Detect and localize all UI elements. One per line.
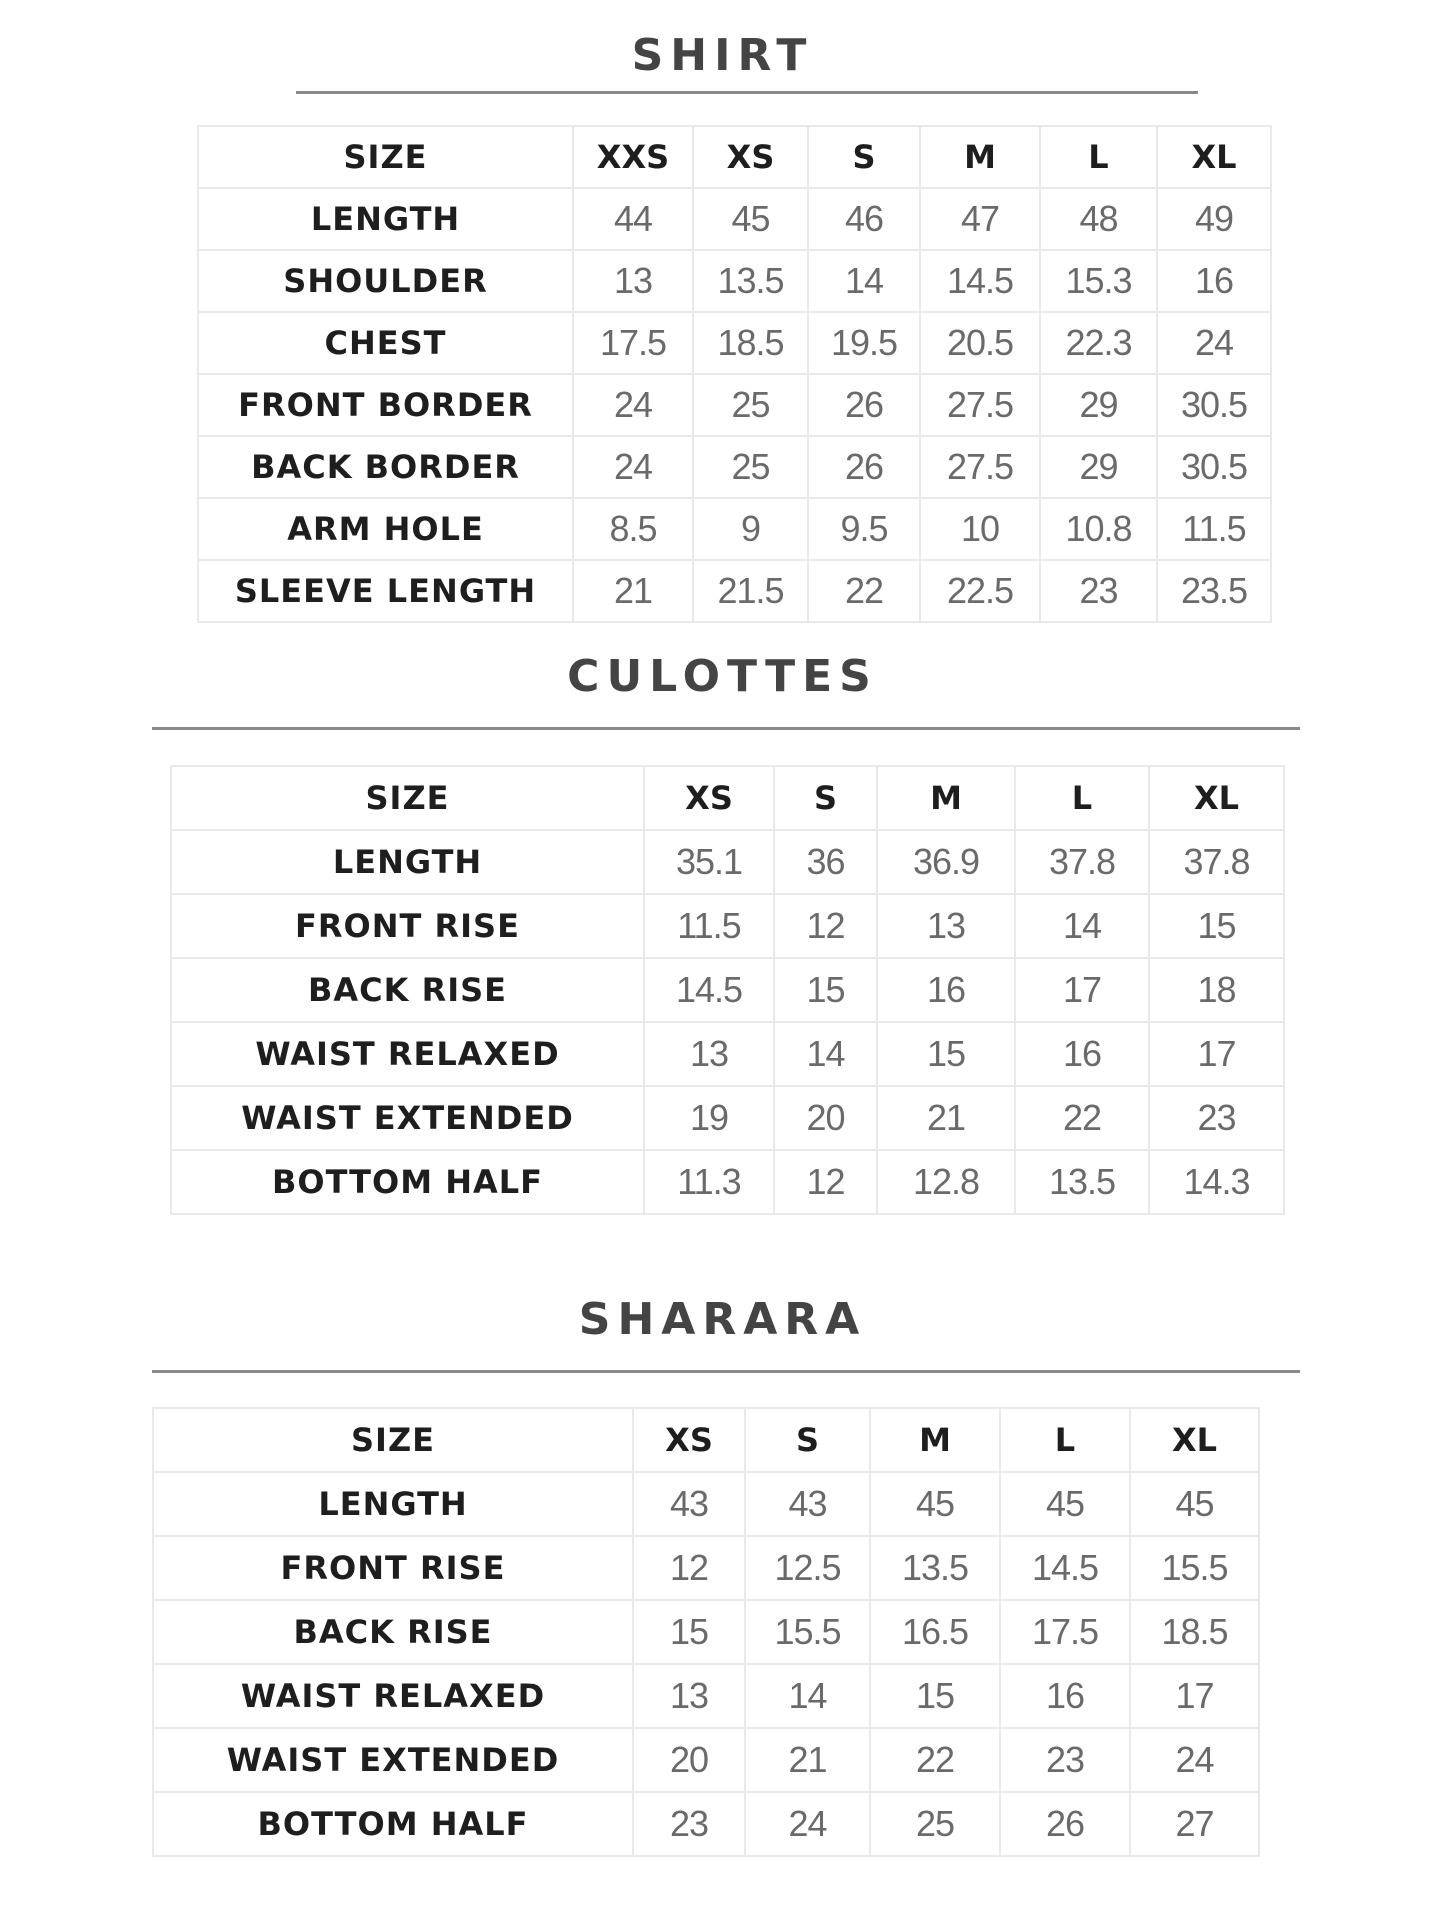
- measurement-value: 22: [1015, 1086, 1149, 1150]
- measurement-value: 20: [633, 1728, 745, 1792]
- table-row: [171, 1022, 1284, 1086]
- measurement-label: CHEST: [198, 312, 573, 374]
- measurement-value: 12.5: [745, 1536, 870, 1600]
- size-column-header: S: [745, 1408, 870, 1472]
- measurement-value: 19: [644, 1086, 774, 1150]
- measurement-value: 23: [633, 1792, 745, 1856]
- measurement-label: BACK RISE: [153, 1600, 633, 1664]
- measurement-value: 24: [745, 1792, 870, 1856]
- size-column-header: XL: [1157, 126, 1271, 188]
- measurement-value: 16: [877, 958, 1015, 1022]
- measurement-value: 14.5: [1000, 1536, 1130, 1600]
- size-column-header: XL: [1149, 766, 1284, 830]
- measurement-label: WAIST EXTENDED: [153, 1728, 633, 1792]
- table-row: [198, 374, 1271, 436]
- shirt-size-table: [197, 125, 1272, 623]
- measurement-value: 15: [1149, 894, 1284, 958]
- size-column-header: L: [1040, 126, 1157, 188]
- size-header: SIZE: [171, 766, 644, 830]
- measurement-value: 18.5: [693, 312, 808, 374]
- measurement-value: 48: [1040, 188, 1157, 250]
- table-row: [198, 436, 1271, 498]
- measurement-value: 25: [693, 436, 808, 498]
- measurement-value: 14: [745, 1664, 870, 1728]
- measurement-value: 17: [1015, 958, 1149, 1022]
- measurement-value: 16: [1015, 1022, 1149, 1086]
- measurement-value: 45: [1130, 1472, 1259, 1536]
- culottes-title: CULOTTES: [567, 651, 878, 702]
- measurement-value: 11.5: [1157, 498, 1271, 560]
- sharara-title: SHARARA: [578, 1294, 867, 1345]
- measurement-value: 35.1: [644, 830, 774, 894]
- measurement-label: FRONT RISE: [153, 1536, 633, 1600]
- measurement-value: 43: [745, 1472, 870, 1536]
- measurement-value: 16.5: [870, 1600, 1000, 1664]
- measurement-value: 15: [633, 1600, 745, 1664]
- size-column-header: XS: [644, 766, 774, 830]
- measurement-value: 37.8: [1015, 830, 1149, 894]
- measurement-value: 18.5: [1130, 1600, 1259, 1664]
- measurement-value: 13: [877, 894, 1015, 958]
- measurement-value: 14: [774, 1022, 877, 1086]
- table-row: [198, 498, 1271, 560]
- measurement-value: 14.3: [1149, 1150, 1284, 1214]
- measurement-value: 18: [1149, 958, 1284, 1022]
- culottes-size-table: [170, 765, 1285, 1215]
- measurement-value: 15: [774, 958, 877, 1022]
- sharara-size-table: [152, 1407, 1260, 1857]
- measurement-value: 26: [808, 436, 920, 498]
- table-header-row: [153, 1408, 1259, 1472]
- measurement-label: BACK BORDER: [198, 436, 573, 498]
- measurement-value: 13.5: [870, 1536, 1000, 1600]
- measurement-label: FRONT RISE: [171, 894, 644, 958]
- measurement-value: 17: [1130, 1664, 1259, 1728]
- measurement-value: 25: [693, 374, 808, 436]
- measurement-value: 12: [774, 894, 877, 958]
- measurement-value: 20.5: [920, 312, 1040, 374]
- measurement-value: 49: [1157, 188, 1271, 250]
- size-column-header: L: [1000, 1408, 1130, 1472]
- measurement-value: 14.5: [920, 250, 1040, 312]
- measurement-value: 15.3: [1040, 250, 1157, 312]
- measurement-value: 17.5: [1000, 1600, 1130, 1664]
- table-row: [171, 1150, 1284, 1214]
- measurement-label: LENGTH: [171, 830, 644, 894]
- measurement-value: 29: [1040, 436, 1157, 498]
- measurement-value: 21.5: [693, 560, 808, 622]
- measurement-value: 16: [1157, 250, 1271, 312]
- measurement-value: 24: [573, 374, 693, 436]
- measurement-value: 26: [1000, 1792, 1130, 1856]
- table-row: [198, 250, 1271, 312]
- measurement-value: 8.5: [573, 498, 693, 560]
- measurement-value: 21: [745, 1728, 870, 1792]
- size-column-header: M: [870, 1408, 1000, 1472]
- measurement-value: 11.5: [644, 894, 774, 958]
- shirt-title: SHIRT: [631, 30, 814, 81]
- measurement-label: WAIST RELAXED: [171, 1022, 644, 1086]
- measurement-value: 14: [808, 250, 920, 312]
- measurement-value: 30.5: [1157, 436, 1271, 498]
- measurement-value: 23: [1040, 560, 1157, 622]
- shirt-divider: [296, 91, 1198, 94]
- table-row: [153, 1472, 1259, 1536]
- measurement-value: 11.3: [644, 1150, 774, 1214]
- table-header-row: [198, 126, 1271, 188]
- measurement-value: 23: [1149, 1086, 1284, 1150]
- measurement-value: 45: [1000, 1472, 1130, 1536]
- measurement-value: 25: [870, 1792, 1000, 1856]
- table-row: [153, 1664, 1259, 1728]
- table-row: [171, 894, 1284, 958]
- table-row: [153, 1728, 1259, 1792]
- measurement-value: 17.5: [573, 312, 693, 374]
- size-column-header: XS: [633, 1408, 745, 1472]
- table-row: [153, 1536, 1259, 1600]
- size-column-header: XS: [693, 126, 808, 188]
- measurement-value: 12: [774, 1150, 877, 1214]
- size-header: SIZE: [198, 126, 573, 188]
- measurement-value: 22: [870, 1728, 1000, 1792]
- measurement-value: 10: [920, 498, 1040, 560]
- measurement-value: 16: [1000, 1664, 1130, 1728]
- measurement-value: 13.5: [693, 250, 808, 312]
- measurement-value: 14: [1015, 894, 1149, 958]
- measurement-value: 10.8: [1040, 498, 1157, 560]
- measurement-value: 12: [633, 1536, 745, 1600]
- size-column-header: S: [774, 766, 877, 830]
- size-column-header: M: [920, 126, 1040, 188]
- measurement-label: BOTTOM HALF: [153, 1792, 633, 1856]
- measurement-value: 9.5: [808, 498, 920, 560]
- size-header: SIZE: [153, 1408, 633, 1472]
- size-column-header: XXS: [573, 126, 693, 188]
- size-column-header: L: [1015, 766, 1149, 830]
- size-column-header: M: [877, 766, 1015, 830]
- measurement-value: 20: [774, 1086, 877, 1150]
- measurement-value: 24: [1157, 312, 1271, 374]
- measurement-value: 13.5: [1015, 1150, 1149, 1214]
- sharara-divider: [152, 1370, 1300, 1373]
- measurement-value: 36.9: [877, 830, 1015, 894]
- measurement-label: SHOULDER: [198, 250, 573, 312]
- measurement-value: 21: [877, 1086, 1015, 1150]
- measurement-value: 36: [774, 830, 877, 894]
- table-row: [198, 560, 1271, 622]
- measurement-value: 9: [693, 498, 808, 560]
- measurement-label: ARM HOLE: [198, 498, 573, 560]
- measurement-value: 23.5: [1157, 560, 1271, 622]
- table-row: [153, 1792, 1259, 1856]
- measurement-value: 29: [1040, 374, 1157, 436]
- measurement-label: WAIST RELAXED: [153, 1664, 633, 1728]
- table-header-row: [171, 766, 1284, 830]
- measurement-label: BACK RISE: [171, 958, 644, 1022]
- measurement-label: LENGTH: [198, 188, 573, 250]
- measurement-value: 13: [633, 1664, 745, 1728]
- measurement-label: BOTTOM HALF: [171, 1150, 644, 1214]
- measurement-value: 46: [808, 188, 920, 250]
- table-row: [171, 830, 1284, 894]
- measurement-value: 24: [1130, 1728, 1259, 1792]
- size-column-header: S: [808, 126, 920, 188]
- measurement-label: WAIST EXTENDED: [171, 1086, 644, 1150]
- measurement-value: 27: [1130, 1792, 1259, 1856]
- measurement-value: 22: [808, 560, 920, 622]
- measurement-value: 15.5: [745, 1600, 870, 1664]
- measurement-value: 24: [573, 436, 693, 498]
- measurement-value: 13: [573, 250, 693, 312]
- table-row: [198, 188, 1271, 250]
- measurement-value: 22.3: [1040, 312, 1157, 374]
- measurement-value: 26: [808, 374, 920, 436]
- measurement-value: 15: [870, 1664, 1000, 1728]
- measurement-value: 45: [870, 1472, 1000, 1536]
- measurement-value: 27.5: [920, 374, 1040, 436]
- measurement-value: 27.5: [920, 436, 1040, 498]
- measurement-value: 47: [920, 188, 1040, 250]
- size-column-header: XL: [1130, 1408, 1259, 1472]
- measurement-value: 45: [693, 188, 808, 250]
- measurement-value: 13: [644, 1022, 774, 1086]
- measurement-value: 15: [877, 1022, 1015, 1086]
- table-row: [198, 312, 1271, 374]
- measurement-value: 43: [633, 1472, 745, 1536]
- table-row: [171, 1086, 1284, 1150]
- measurement-value: 23: [1000, 1728, 1130, 1792]
- measurement-value: 15.5: [1130, 1536, 1259, 1600]
- measurement-value: 22.5: [920, 560, 1040, 622]
- culottes-divider: [152, 727, 1300, 730]
- measurement-value: 17: [1149, 1022, 1284, 1086]
- table-row: [171, 958, 1284, 1022]
- measurement-label: LENGTH: [153, 1472, 633, 1536]
- measurement-label: FRONT BORDER: [198, 374, 573, 436]
- measurement-value: 14.5: [644, 958, 774, 1022]
- measurement-value: 37.8: [1149, 830, 1284, 894]
- measurement-value: 21: [573, 560, 693, 622]
- measurement-value: 30.5: [1157, 374, 1271, 436]
- measurement-label: SLEEVE LENGTH: [198, 560, 573, 622]
- table-row: [153, 1600, 1259, 1664]
- measurement-value: 44: [573, 188, 693, 250]
- measurement-value: 19.5: [808, 312, 920, 374]
- measurement-value: 12.8: [877, 1150, 1015, 1214]
